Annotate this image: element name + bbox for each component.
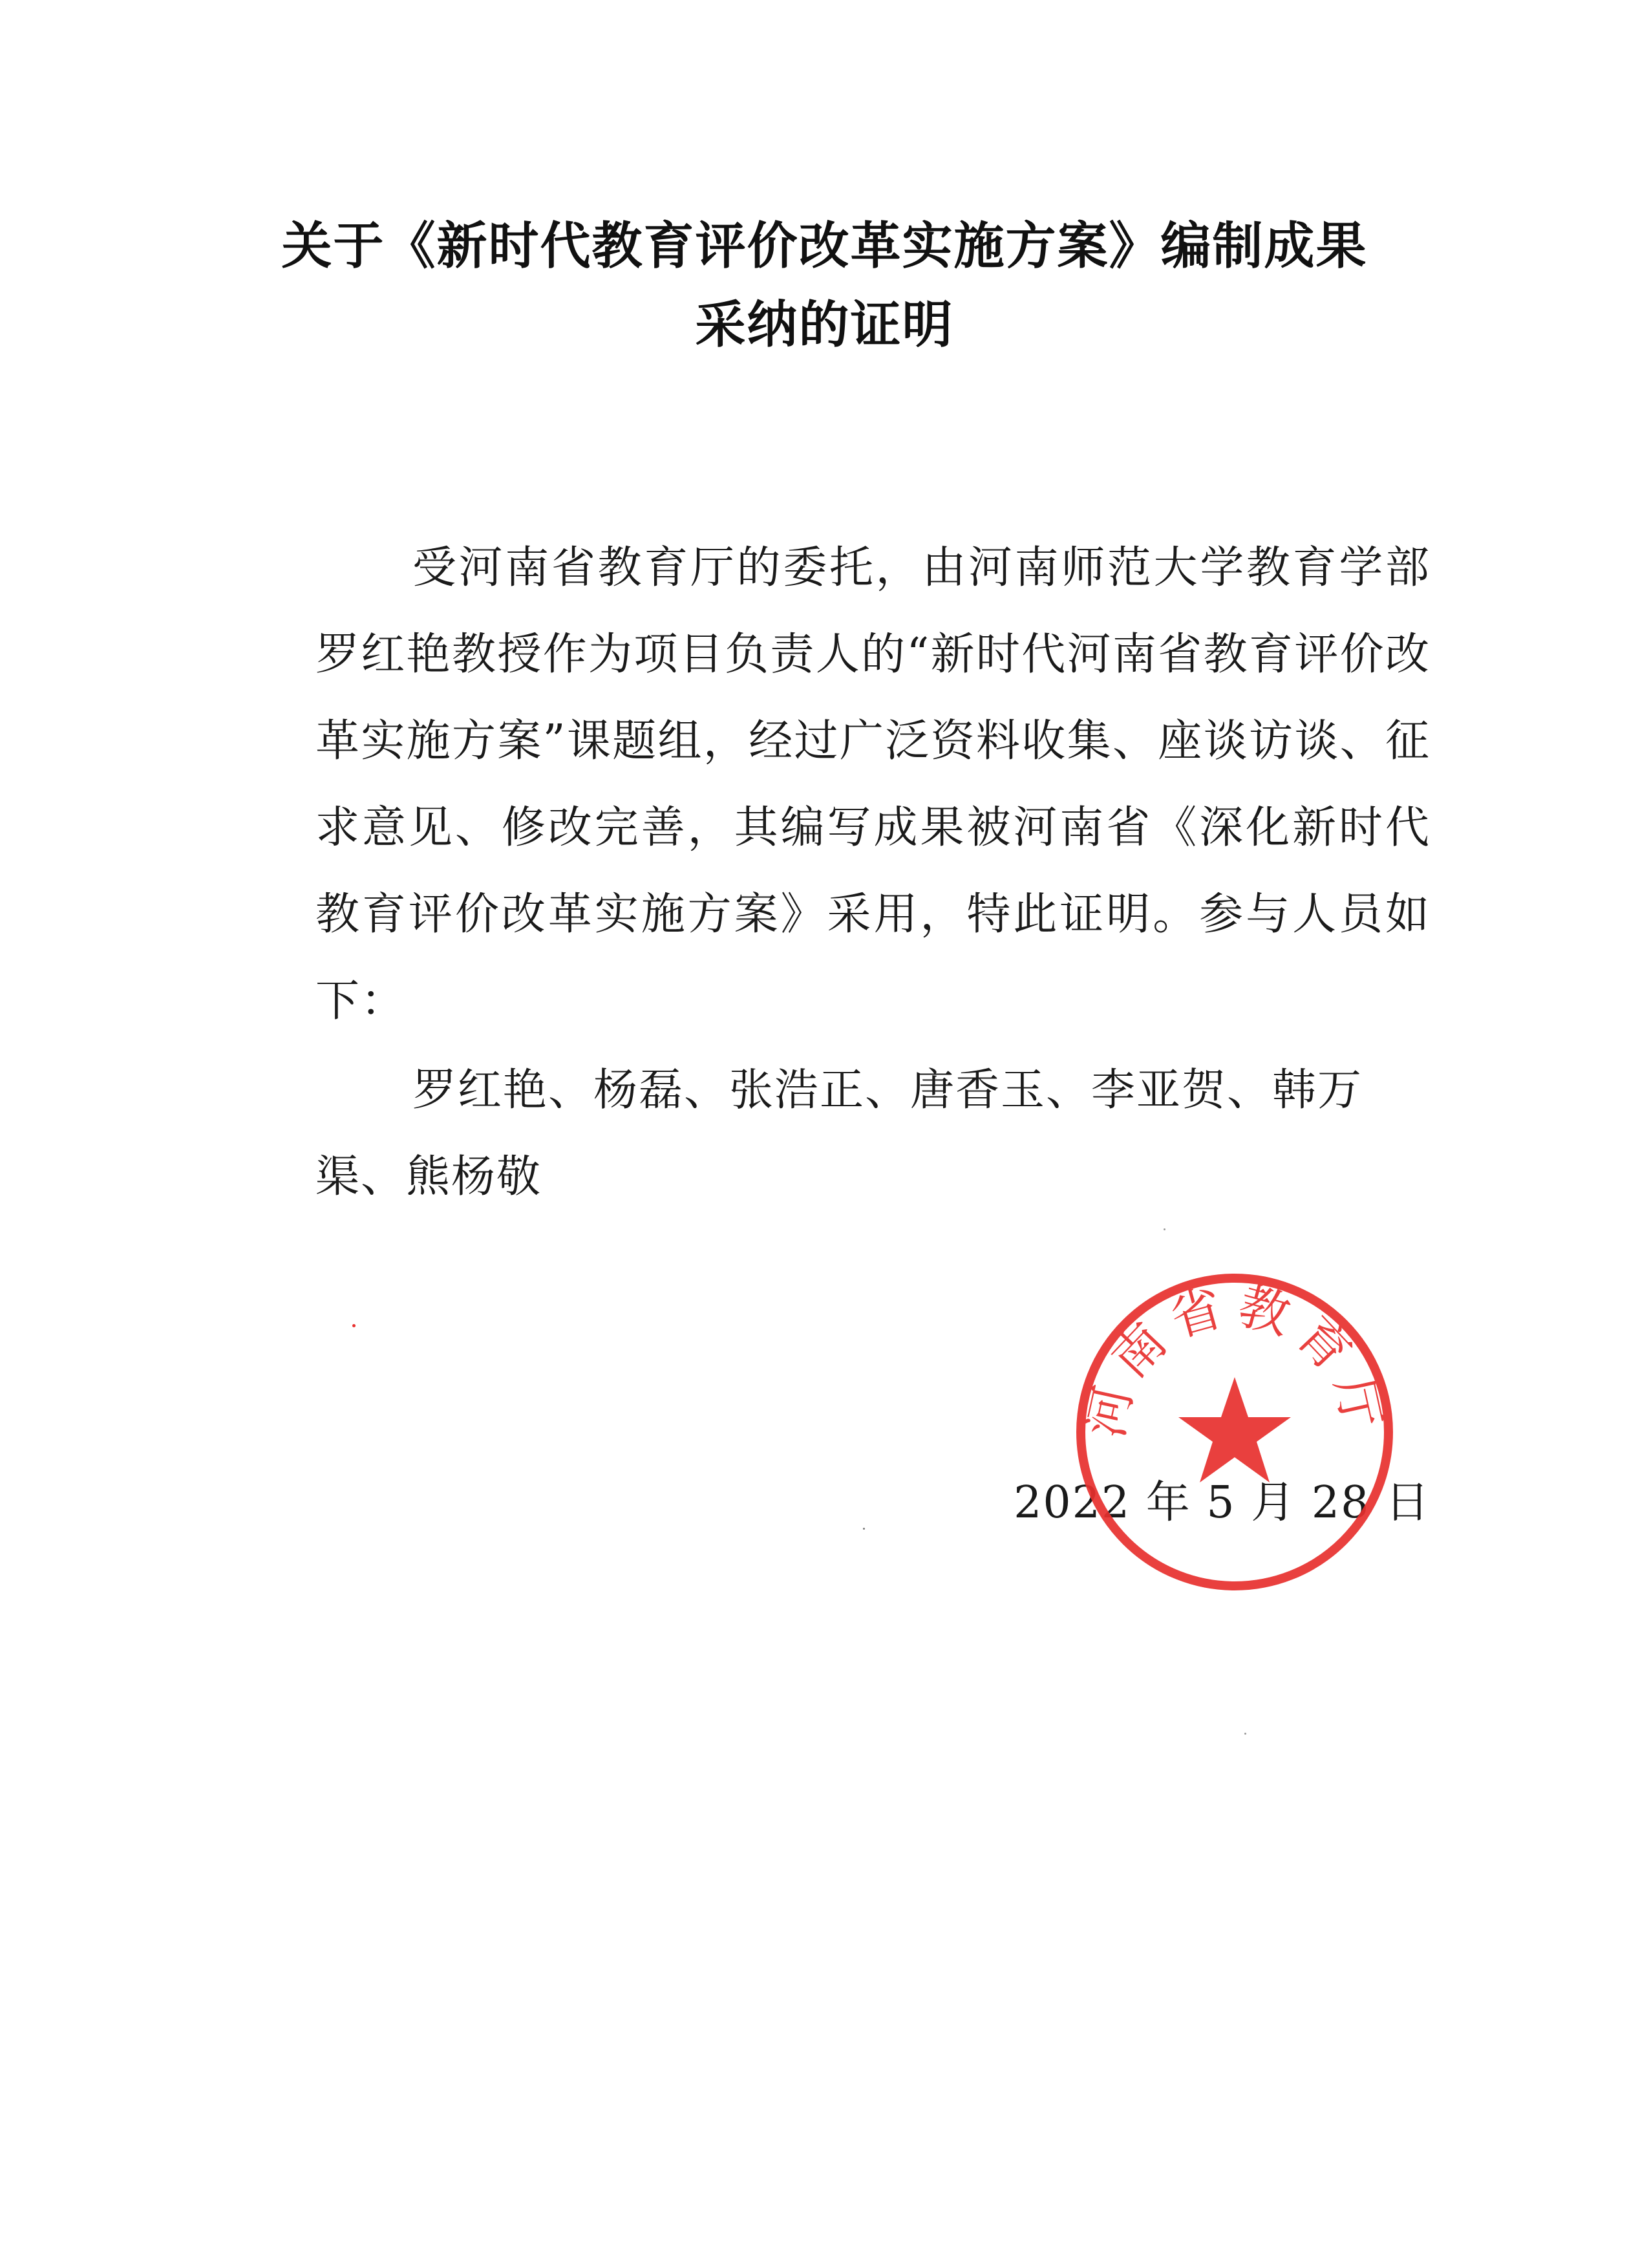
document-title-line-1: 关于《新时代教育评价改革实施方案》编制成果 — [281, 217, 1368, 275]
scan-speck — [1164, 1228, 1165, 1230]
official-seal — [1070, 1267, 1399, 1597]
seal-star-icon — [1178, 1377, 1291, 1482]
scan-speck — [1244, 1733, 1246, 1735]
scan-speck — [863, 1528, 865, 1530]
document-date: 2022 年 5 月 28 日 — [1014, 1477, 1431, 1528]
certificate-paragraph: 受河南省教育厅的委托，由河南师范大学教育学部罗红艳教授作为项目负责人的“新时代河南省教育评价改革实施方案”课题组，经过广泛资料收集、座谈访谈、征求意见、修改完善，其编写成果被河南省《深化新时代教育评价改革实施方案》采用，特此证明。参与人员如下： — [315, 542, 1431, 1027]
participants-list: 罗红艳、杨磊、张浩正、唐香玉、李亚贺、韩万渠、熊杨敬 — [315, 1065, 1363, 1203]
seal-text: 河南省教育厅 — [1076, 1276, 1394, 1443]
scan-speck — [352, 1324, 356, 1327]
document-title-line-2: 采纳的证明 — [695, 296, 954, 354]
